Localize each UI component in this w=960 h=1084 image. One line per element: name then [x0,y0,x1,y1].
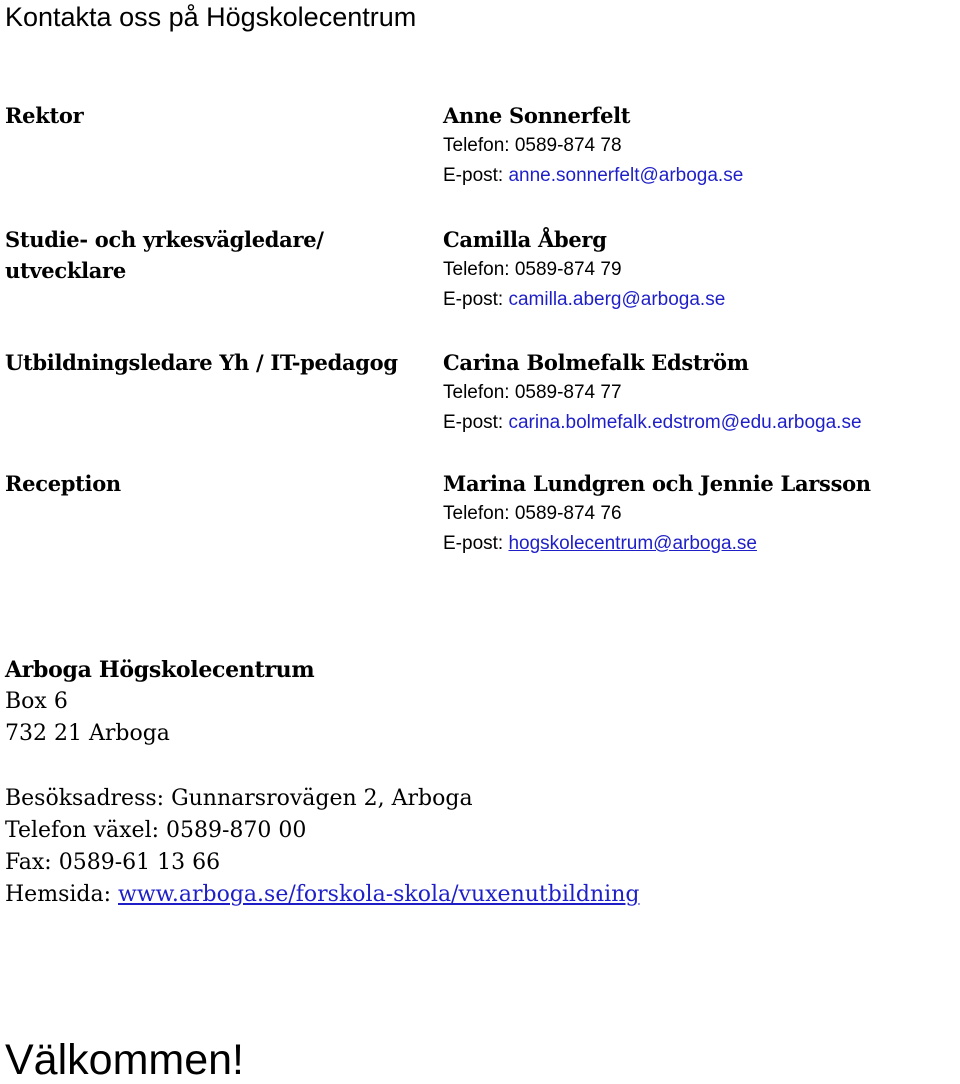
contact-role-line: Utbildningsledare Yh / IT-pedagog [5,350,398,375]
contact-phone-line [443,378,862,408]
contact-role-line: Rektor [5,103,84,128]
phone-number: 0589-874 76 [514,503,622,524]
contact-card-reception [443,468,871,559]
phone-label: Telefon: [443,503,510,524]
address-postal: 732 21 Arboga [5,721,170,746]
postal-address [5,654,314,750]
visit-address: Besöksadress: Gunnarsrovägen 2, Arboga [5,786,473,811]
contact-role-rektor [5,100,83,131]
email-link[interactable]: hogskolecentrum@arboga.se [508,533,757,554]
contact-email-line [443,285,725,315]
contact-role-utbildningsledare [5,347,398,378]
email-label: E-post: [443,533,504,554]
contact-role-reception [5,468,121,499]
contact-role-line: utvecklare [5,258,126,283]
phone-number: 0589-874 79 [514,259,622,280]
contact-card-vagledare [443,224,725,315]
contact-name: Camilla Åberg [443,227,607,252]
contact-phone-line [443,131,743,161]
fax-number: Fax: 0589-61 13 66 [5,850,221,875]
email-label: E-post: [443,412,504,433]
email-link[interactable]: anne.sonnerfelt@arboga.se [508,165,744,186]
email-label: E-post: [443,165,504,186]
contact-role-line: Studie- och yrkesvägledare/ [5,227,324,252]
address-box: Box 6 [5,689,68,714]
phone-number: 0589-874 77 [514,382,622,403]
contact-phone-line [443,255,725,285]
page-title: Kontakta oss på Högskolecentrum [5,2,417,32]
contact-email-line [443,529,871,559]
website-label: Hemsida: [5,882,112,907]
email-link[interactable]: camilla.aberg@arboga.se [508,289,726,310]
switchboard-phone: Telefon växel: 0589-870 00 [5,818,307,843]
email-link[interactable]: carina.bolmefalk.edstrom@edu.arboga.se [508,412,862,433]
welcome-heading: Välkommen! [5,1036,244,1084]
contact-phone-line [443,499,871,529]
org-name: Arboga Högskolecentrum [5,657,315,683]
phone-label: Telefon: [443,259,510,280]
contact-card-utbildningsledare [443,347,862,438]
contact-name: Marina Lundgren och Jennie Larsson [443,471,871,496]
contact-name: Carina Bolmefalk Edström [443,350,749,375]
website-line [5,879,639,911]
phone-number: 0589-874 78 [514,135,622,156]
email-label: E-post: [443,289,504,310]
contact-role-line: Reception [5,471,121,496]
phone-label: Telefon: [443,135,510,156]
contact-name: Anne Sonnerfelt [443,103,631,128]
contact-card-rektor [443,100,743,191]
website-link[interactable]: www.arboga.se/forskola-skola/vuxenutbildning [118,882,640,907]
phone-label: Telefon: [443,382,510,403]
contact-role-vagledare [5,224,324,286]
contact-email-line [443,161,743,191]
contact-email-line [443,408,862,438]
visit-info [5,783,639,911]
